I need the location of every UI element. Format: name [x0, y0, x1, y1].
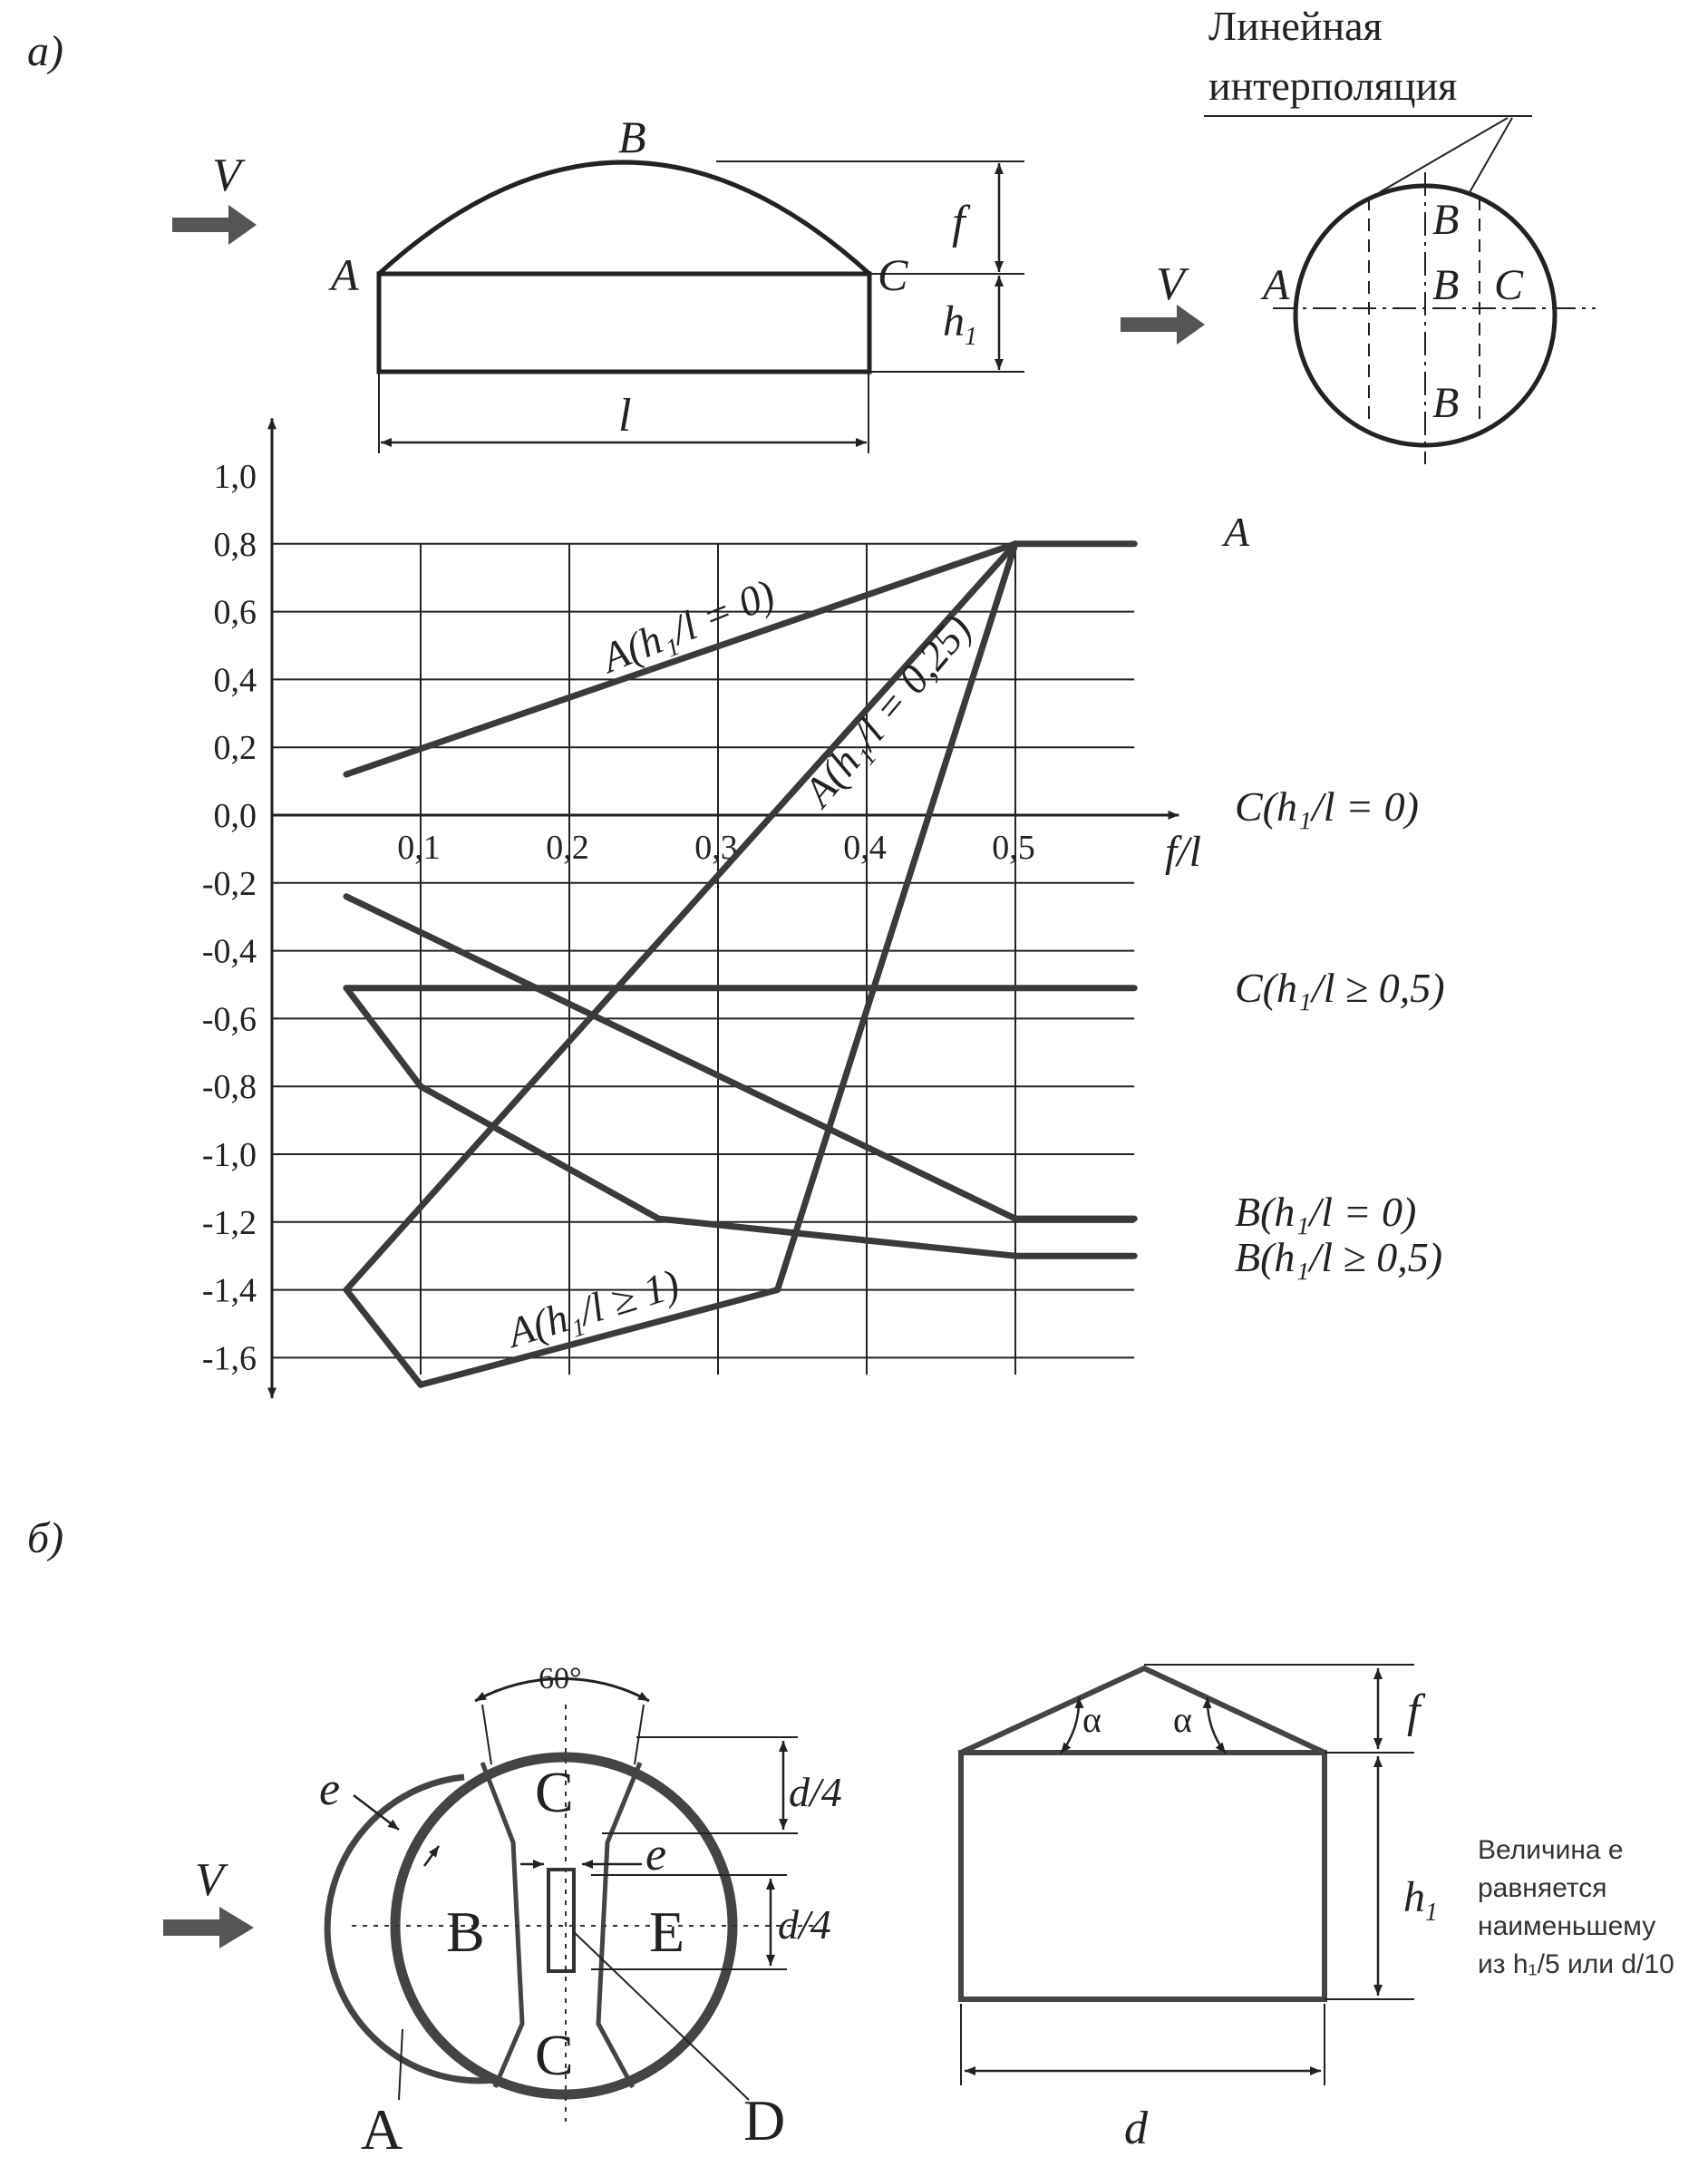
- wind-arrow-plan: [1121, 305, 1205, 345]
- chart-tick-labels: [202, 458, 1035, 1377]
- note-line2: интерполяция: [1208, 63, 1458, 109]
- zone-c-top: C: [535, 1760, 574, 1824]
- leader-line: [1469, 118, 1512, 194]
- dim-h-b: $h_1$: [1403, 1873, 1438, 1927]
- zone-c-bottom: C: [535, 2023, 574, 2087]
- chart: [202, 418, 1445, 1398]
- vaulted-roof: [379, 162, 869, 274]
- y-tick-label: 0,6: [213, 593, 257, 632]
- dim-f-b: f: [1407, 1686, 1421, 1737]
- alpha-left: α: [1082, 1699, 1101, 1740]
- alpha-right: α: [1173, 1699, 1192, 1740]
- series-label-b-h0: B(h₁/l = 0): [1235, 1189, 1417, 1235]
- plan-point-b-bot: B: [1432, 379, 1460, 427]
- point-a: A: [331, 249, 359, 300]
- angle-label: 60°: [539, 1662, 582, 1695]
- dim-d: d: [1124, 2103, 1148, 2154]
- series-label-b-h05: B(h₁/l ≥ 0,5): [1235, 1234, 1443, 1280]
- note-line2: равняется: [1478, 1873, 1607, 1903]
- wind-label-side: V: [212, 150, 241, 201]
- note-line4: из h₁/5 или d/10: [1478, 1949, 1674, 1979]
- gable-roof: [961, 1668, 1325, 1753]
- series-label-a: A: [1224, 509, 1250, 555]
- elevation-b: [961, 1665, 1438, 2154]
- plan-point-b-mid: B: [1432, 261, 1460, 309]
- dim-h-label: $h_1$: [943, 297, 977, 351]
- zone-b: B: [446, 1900, 485, 1964]
- chart-series-labels: [500, 509, 1444, 1356]
- e-left-label: e: [319, 1763, 341, 1815]
- dim-d4-top: d/4: [789, 1769, 842, 1815]
- part-a-label: а): [27, 27, 63, 75]
- y-tick-label: -0,6: [201, 1000, 257, 1039]
- dim-f-label: f: [952, 197, 966, 248]
- plan-point-a: A: [1263, 261, 1290, 309]
- series-label-a-h0: A(h₁/l = 0): [595, 569, 781, 682]
- e-left-arrow-inner: [424, 1846, 439, 1866]
- x-axis-label: f/l: [1165, 828, 1202, 876]
- point-c: C: [878, 249, 908, 300]
- zone-d-rect: [548, 1870, 574, 1971]
- series-line-connector: [346, 1290, 421, 1385]
- y-tick-label: 0,2: [213, 729, 257, 768]
- x-tick-label: 0,1: [397, 829, 441, 867]
- y-tick-label: -0,8: [201, 1068, 257, 1107]
- series-label-c-h05: C(h₁/l ≥ 0,5): [1235, 965, 1445, 1011]
- y-tick-label: 1,0: [213, 458, 257, 496]
- y-tick-label: -1,0: [201, 1136, 257, 1174]
- e-right-label: e: [645, 1829, 667, 1880]
- zone-d: D: [743, 2088, 786, 2152]
- x-tick-label: 0,2: [546, 829, 589, 867]
- zone-a: A: [361, 2097, 403, 2157]
- point-b: B: [618, 112, 646, 162]
- series-label-a-h025: A(h₁/l = 0,25): [794, 606, 981, 815]
- y-tick-label: -1,2: [201, 1203, 257, 1242]
- wind-arrow-side: [172, 205, 257, 245]
- y-tick-label: 0,4: [213, 661, 257, 700]
- y-tick-label: -0,4: [201, 932, 257, 971]
- elevation-body: [961, 1753, 1325, 1999]
- angle-arm-left: [482, 1705, 491, 1764]
- building-body: [379, 274, 869, 372]
- note-line1: Величина e: [1478, 1835, 1624, 1865]
- plan-point-b-top: B: [1432, 196, 1460, 244]
- chart-axes: [272, 418, 1179, 1398]
- leader-zone-a: [399, 2029, 403, 2100]
- x-tick-label: 0,4: [843, 829, 887, 867]
- note-b: [1478, 1835, 1674, 1979]
- y-tick-label: -0,2: [201, 864, 257, 903]
- y-tick-label: -1,6: [201, 1339, 257, 1378]
- angle-arm-right: [635, 1705, 644, 1764]
- wind-label-b: V: [195, 1854, 224, 1906]
- note-line1: Линейная: [1208, 3, 1383, 49]
- part-b-label: б): [27, 1514, 64, 1562]
- x-tick-label: 0,5: [992, 829, 1035, 867]
- y-tick-label: 0,0: [213, 797, 257, 835]
- plan-point-c: C: [1494, 261, 1524, 309]
- wind-label-plan: V: [1156, 258, 1185, 310]
- plan-view: [1121, 3, 1596, 464]
- dim-d4-mid: d/4: [778, 1901, 831, 1948]
- y-tick-label: 0,8: [213, 525, 257, 564]
- x-tick-label: 0,3: [694, 829, 738, 867]
- dim-l-label: l: [618, 390, 632, 442]
- y-tick-label: -1,4: [201, 1271, 257, 1310]
- wind-arrow-b: [163, 1907, 254, 1948]
- side-view: [172, 112, 1024, 453]
- chart-grid: [272, 544, 1134, 1375]
- series-label-a-h1: A(h₁/l ≥ 1): [502, 1259, 684, 1356]
- zone-e: E: [649, 1900, 685, 1964]
- plan-b: [163, 1662, 842, 2157]
- leader-line: [1380, 118, 1508, 192]
- note-line3: наименьшему: [1478, 1911, 1656, 1941]
- series-label-c-h0: C(h₁/l = 0): [1235, 783, 1419, 830]
